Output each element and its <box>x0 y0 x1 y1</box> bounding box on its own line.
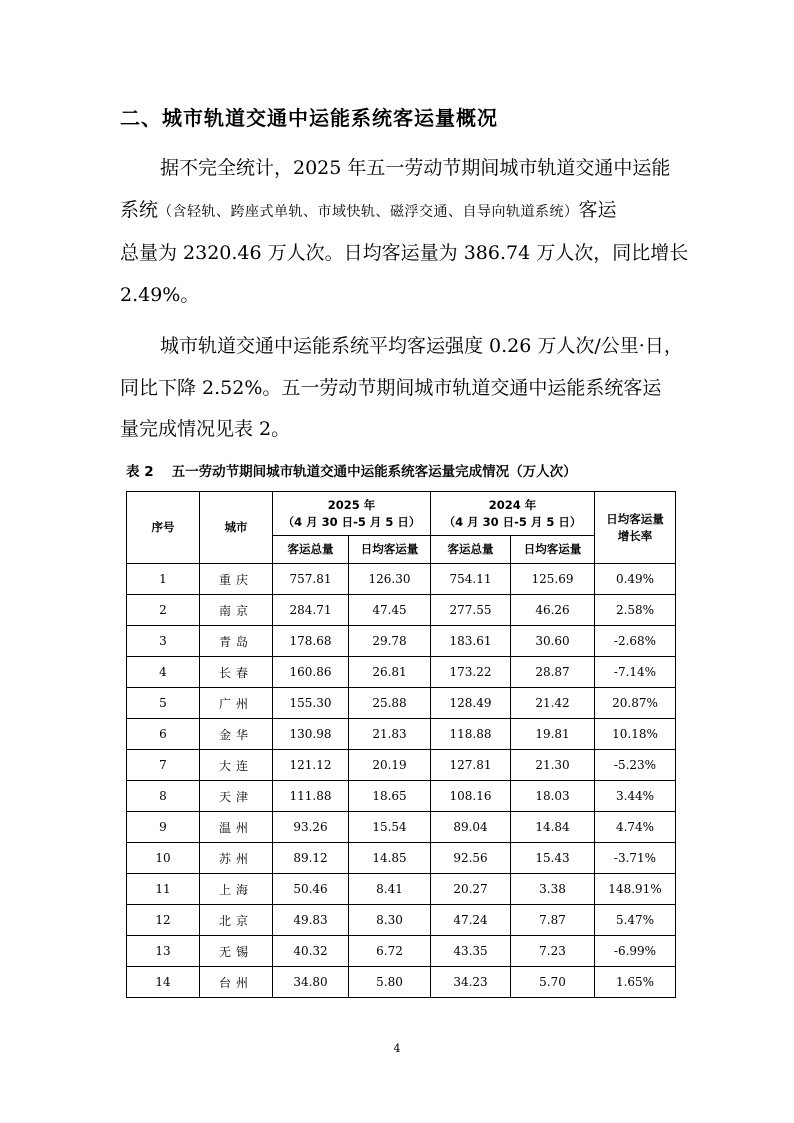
paragraph-line: 同比下降 2.52%。五一劳动节期间城市轨道交通中运能系统客运 <box>120 376 662 399</box>
header-growth-line1: 日均客运量 <box>606 511 664 526</box>
paragraph-line: 据不完全统计，2025 年五一劳动节期间城市轨道交通中运能 <box>160 157 671 179</box>
cell-city: 温州 <box>200 812 273 843</box>
cell-seq: 1 <box>127 564 200 595</box>
cell-growth: 2.58% <box>595 595 676 626</box>
header-daily-2025: 日均客运量 <box>349 536 431 564</box>
cell-total-2025: 130.98 <box>273 719 349 750</box>
cell-growth: 10.18% <box>595 719 676 750</box>
cell-seq: 13 <box>127 936 200 967</box>
cell-daily-2025: 5.80 <box>349 967 431 998</box>
table-caption-text: 五一劳动节期间城市轨道交通中运能系统客运量完成情况（万人次） <box>171 464 577 480</box>
cell-daily-2025: 14.85 <box>349 843 431 874</box>
cell-daily-2025: 6.72 <box>349 936 431 967</box>
header-growth-line2: 增长率 <box>617 528 653 543</box>
paragraph-line <box>120 190 680 234</box>
cell-growth: 4.74% <box>595 812 676 843</box>
cell-daily-2025: 8.30 <box>349 905 431 936</box>
cell-daily-2024: 21.30 <box>511 750 595 781</box>
cell-daily-2025: 21.83 <box>349 719 431 750</box>
paragraph-line: 总量为 2320.46 万人次。日均客运量为 386.74 万人次，同比增长 <box>120 242 689 264</box>
cell-total-2024: 277.55 <box>431 595 511 626</box>
cell-city: 天津 <box>200 781 273 812</box>
cell-seq: 7 <box>127 750 200 781</box>
cell-seq: 5 <box>127 688 200 719</box>
cell-city: 重庆 <box>200 564 273 595</box>
table-body <box>127 564 676 998</box>
cell-total-2025: 50.46 <box>273 874 349 905</box>
paragraph-passenger-volume <box>120 148 689 316</box>
cell-city: 无锡 <box>200 936 273 967</box>
cell-daily-2024: 30.60 <box>511 626 595 657</box>
header-2024-period: （4 月 30 日-5 月 5 日） <box>443 514 582 529</box>
cell-total-2025: 284.71 <box>273 595 349 626</box>
cell-city: 南京 <box>200 595 273 626</box>
cell-growth: 148.91% <box>595 874 676 905</box>
cell-seq: 3 <box>127 626 200 657</box>
cell-daily-2025: 18.65 <box>349 781 431 812</box>
cell-daily-2025: 26.81 <box>349 657 431 688</box>
table-row <box>127 595 676 626</box>
cell-seq: 11 <box>127 874 200 905</box>
cell-total-2024: 89.04 <box>431 812 511 843</box>
cell-growth: 5.47% <box>595 905 676 936</box>
table-row <box>127 626 676 657</box>
table-row <box>127 936 676 967</box>
paragraph-note: （含轻轨、跨座式单轨、市域快轨、磁浮交通、自导向轨道系统） <box>158 203 579 220</box>
cell-total-2025: 40.32 <box>273 936 349 967</box>
cell-total-2025: 121.12 <box>273 750 349 781</box>
cell-total-2025: 155.30 <box>273 688 349 719</box>
header-2024-year: 2024 年 <box>488 497 537 512</box>
cell-growth: -6.99% <box>595 936 676 967</box>
cell-seq: 2 <box>127 595 200 626</box>
cell-daily-2024: 3.38 <box>511 874 595 905</box>
table-row <box>127 719 676 750</box>
table-caption-number: 表 2 <box>126 464 154 480</box>
cell-seq: 9 <box>127 812 200 843</box>
table-row <box>127 564 676 595</box>
cell-seq: 4 <box>127 657 200 688</box>
cell-seq: 8 <box>127 781 200 812</box>
header-total-2024: 客运总量 <box>431 536 511 564</box>
cell-growth: -2.68% <box>595 626 676 657</box>
cell-total-2024: 34.23 <box>431 967 511 998</box>
cell-total-2025: 757.81 <box>273 564 349 595</box>
passenger-volume-table <box>126 491 676 998</box>
paragraph-intensity <box>120 326 683 451</box>
cell-total-2025: 178.68 <box>273 626 349 657</box>
cell-daily-2025: 47.45 <box>349 595 431 626</box>
cell-city: 广州 <box>200 688 273 719</box>
table-row <box>127 812 676 843</box>
table-row <box>127 657 676 688</box>
table-row <box>127 843 676 874</box>
cell-total-2024: 20.27 <box>431 874 511 905</box>
cell-seq: 14 <box>127 967 200 998</box>
cell-growth: -3.71% <box>595 843 676 874</box>
cell-daily-2025: 126.30 <box>349 564 431 595</box>
cell-growth: 1.65% <box>595 967 676 998</box>
table-row <box>127 967 676 998</box>
cell-growth: -7.14% <box>595 657 676 688</box>
cell-seq: 12 <box>127 905 200 936</box>
cell-total-2024: 127.81 <box>431 750 511 781</box>
cell-city: 金华 <box>200 719 273 750</box>
cell-daily-2024: 125.69 <box>511 564 595 595</box>
cell-daily-2024: 7.23 <box>511 936 595 967</box>
cell-total-2025: 89.12 <box>273 843 349 874</box>
cell-growth: 0.49% <box>595 564 676 595</box>
cell-total-2025: 111.88 <box>273 781 349 812</box>
cell-city: 北京 <box>200 905 273 936</box>
table-caption <box>126 462 686 482</box>
cell-seq: 6 <box>127 719 200 750</box>
cell-daily-2025: 25.88 <box>349 688 431 719</box>
cell-total-2024: 108.16 <box>431 781 511 812</box>
cell-daily-2024: 21.42 <box>511 688 595 719</box>
table-row <box>127 750 676 781</box>
cell-total-2024: 118.88 <box>431 719 511 750</box>
cell-city: 苏州 <box>200 843 273 874</box>
cell-city: 大连 <box>200 750 273 781</box>
cell-growth: -5.23% <box>595 750 676 781</box>
cell-daily-2024: 14.84 <box>511 812 595 843</box>
cell-city: 台州 <box>200 967 273 998</box>
cell-daily-2025: 20.19 <box>349 750 431 781</box>
header-2025 <box>273 492 431 536</box>
cell-total-2024: 173.22 <box>431 657 511 688</box>
cell-daily-2024: 19.81 <box>511 719 595 750</box>
cell-total-2025: 34.80 <box>273 967 349 998</box>
table-row <box>127 874 676 905</box>
cell-daily-2025: 29.78 <box>349 626 431 657</box>
cell-daily-2024: 15.43 <box>511 843 595 874</box>
table-row <box>127 905 676 936</box>
header-city: 城市 <box>200 492 273 564</box>
section-title: 二、城市轨道交通中运能系统客运量概况 <box>120 106 498 130</box>
cell-total-2024: 92.56 <box>431 843 511 874</box>
paragraph-line: 2.49%。 <box>120 283 200 306</box>
header-2025-period: （4 月 30 日-5 月 5 日） <box>282 514 421 529</box>
cell-seq: 10 <box>127 843 200 874</box>
header-growth <box>595 492 676 564</box>
header-total-2025: 客运总量 <box>273 536 349 564</box>
cell-daily-2024: 18.03 <box>511 781 595 812</box>
cell-growth: 3.44% <box>595 781 676 812</box>
cell-daily-2025: 8.41 <box>349 874 431 905</box>
header-2025-year: 2025 年 <box>327 497 376 512</box>
cell-daily-2025: 15.54 <box>349 812 431 843</box>
cell-total-2025: 93.26 <box>273 812 349 843</box>
header-seq: 序号 <box>127 492 200 564</box>
header-daily-2024: 日均客运量 <box>511 536 595 564</box>
cell-total-2025: 49.83 <box>273 905 349 936</box>
table-row <box>127 781 676 812</box>
cell-city: 上海 <box>200 874 273 905</box>
paragraph-line: 城市轨道交通中运能系统平均客运强度 0.26 万人次/公里·日， <box>160 335 683 357</box>
cell-total-2024: 43.35 <box>431 936 511 967</box>
cell-city: 长春 <box>200 657 273 688</box>
header-2024 <box>431 492 595 536</box>
paragraph-line: 量完成情况见表 2。 <box>120 418 291 440</box>
cell-total-2024: 754.11 <box>431 564 511 595</box>
page-number: 4 <box>393 1042 401 1055</box>
table-row <box>127 688 676 719</box>
cell-daily-2024: 46.26 <box>511 595 595 626</box>
cell-growth: 20.87% <box>595 688 676 719</box>
cell-daily-2024: 28.87 <box>511 657 595 688</box>
paragraph-text: 客运 <box>578 198 617 221</box>
cell-city: 青岛 <box>200 626 273 657</box>
paragraph-text: 系统 <box>120 198 159 221</box>
cell-total-2024: 128.49 <box>431 688 511 719</box>
cell-total-2024: 47.24 <box>431 905 511 936</box>
cell-total-2025: 160.86 <box>273 657 349 688</box>
cell-daily-2024: 7.87 <box>511 905 595 936</box>
cell-total-2024: 183.61 <box>431 626 511 657</box>
cell-daily-2024: 5.70 <box>511 967 595 998</box>
